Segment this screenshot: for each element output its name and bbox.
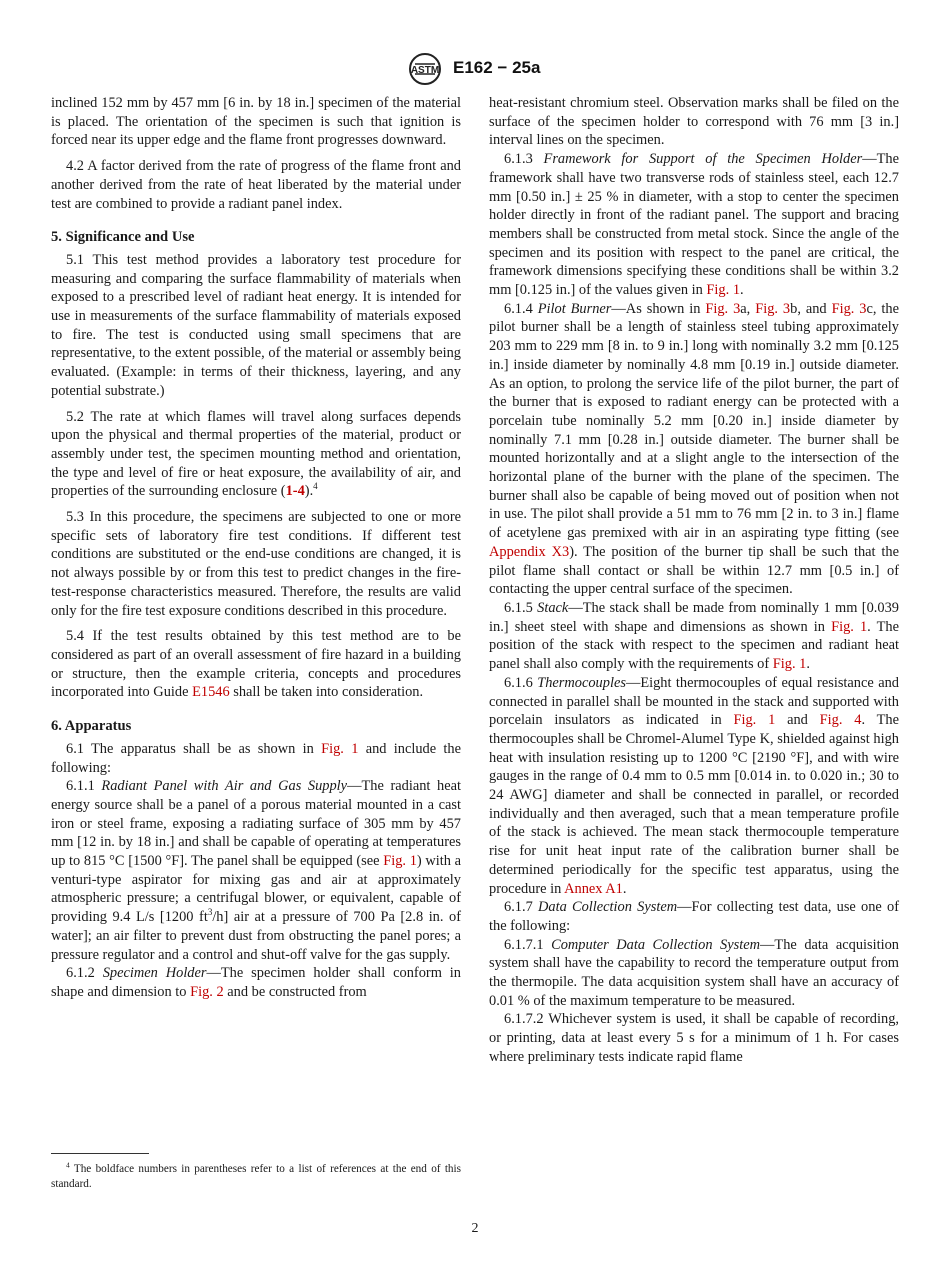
section-heading-5: 5. Significance and Use: [51, 229, 195, 246]
fig-1-link[interactable]: Fig. 1: [706, 282, 741, 299]
paragraph-6-1-3: 6.1.3 Framework for Support of the Specimen Holder—The framework shall have two transverse rods of stainless steel, each 12.7 mm [0.50 in.] ± 25 % in diameter, with a stop to center the specimen holder directly in front of the radiant panel. The support and bracing members shall be constructed from metal stock. Since the angle of the specimen and its position with respect to the panel are critical, the framework dimensions specifying these conditions shall be within 3.2 mm [0.125 in.] of the values given in Fig. 1.: [489, 151, 899, 299]
paragraph-6-1-1: 6.1.1 Radiant Panel with Air and Gas Supply—The radiant heat energy source shall be a panel of a porous material mounted in a cast iron or steel frame, exposing a radiating surface of 305 mm by 457 mm [12 in. by 18 in.] and shall be capable of operating at temperatures up to 815 °C [1500 °F]. The panel shall be equipped (see Fig. 1) with a venturi-type aspirator for mixing gas and air at approximately atmospheric pressure; a centrifugal blower, or equivalent, capable of providing 9.4 L/s [1200 $ft^3/h$] air at a pressure of 700 Pa [2.8 in. of water]; an air filter to prevent dust from obstructing the panel pores; a pressure regulator and a control and shut-off valve for the gas supply.: [51, 778, 462, 963]
astm-logo-icon: [407, 52, 447, 86]
appendix-x3-link[interactable]: Appendix X3: [489, 543, 570, 560]
paragraph-6-1-4: 6.1.4 Pilot Burner—As shown in Fig. 3a, Fig. 3b, and Fig. 3c, the pilot burner shall be a length of stainless steel tubing approximately 203 mm to 229 mm [8 in. to 9 in.] long with nominally 3.2 mm [0.125 in.] inside diameter by nominally 4.8 mm [0.19 in.] outside diameter. As an option, to prolong the service life of the pilot burner, the part of the burner that is exposed to radiant energy can be protected with a porcelain tube nominally 5.2 mm [0.20 in.] inside diameter by nominally 7.1 mm [0.28 in.] outside diameter. The burner shall be mounted horizontally and at a slight angle to the intersection of the horizontal plane of the burner with the plane of the specimen. The burner shall also be capable of being moved out of position when not in use. The pilot shall provide a 51 mm to 76 mm [2 in. to 3 in.] flame of acetylene gas premixed with air in an aspirating type fitting (see Appendix X3). The position of the burner tip shall be such that the pilot flame shall contact or shall be within 12.7 mm [0.5 in.] of contacting the upper central surface of the specimen.: [489, 300, 899, 598]
reference-link[interactable]: 1-4: [285, 483, 305, 500]
fig-1-link[interactable]: Fig. 1: [321, 740, 359, 757]
footnote-marker: 4: [313, 481, 318, 492]
fig-4-link[interactable]: Fig. 4: [819, 712, 862, 729]
svg-text:ASTM: ASTM: [410, 65, 440, 76]
fig-3-link[interactable]: Fig. 3: [755, 300, 791, 317]
paragraph-6-1-6: 6.1.6 Thermocouples—Eight thermocouples of equal resistance and connected in parallel shall be mounted in the stack and supported with porcelain insulators as indicated in Fig. 1 and Fig. 4. The thermocouples shall be Chromel-Alumel Type K, shielded against high heat with insulation resisting up to 1200 °C [2190 °F], and with wire gauges in the range of 0.4 mm to 0.5 mm [0.014 in. to 0.020 in.; 30 to 24 AWG] diameter and shall be connected in parallel, or recorded individually and then averaged, such that a mean temperature profile of the stack is achieved. The mean stack thermocouple temperature rise for unit heat input rate of the calibration burner shall be determined periodically for the specific test apparatus, using the procedure in Annex A1.: [489, 674, 899, 897]
footnote: $^4$ The boldface numbers in parentheses refer to a list of references at the end of this standard.: [51, 1160, 461, 1190]
paragraph-intro: inclined 152 mm by 457 mm [6 in. by 18 in.] specimen of the material is placed. The orientation of the specimen is such that ignition is forced near its upper edge and the flame front progresses downward.: [51, 95, 461, 149]
paragraph-4-2: 4.2 A factor derived from the rate of progress of the flame front and another derived from the rate of heat liberated by the material under test are combined to provide a radiant panel index.: [51, 158, 461, 212]
fig-1-link[interactable]: Fig. 1: [772, 656, 807, 673]
page-number: 2: [471, 1221, 479, 1236]
paragraph-6-1-7-2: 6.1.7.2 Whichever system is used, it shall be capable of recording, or printing, data at least every 5 s for a minimum of 1 h. For cases where preliminary tests indicate rapid flame: [489, 1011, 899, 1065]
page-header: [0, 52, 950, 86]
paragraph-6-1-5: 6.1.5 Stack—The stack shall be made from nominally 1 mm [0.039 in.] sheet steel with shape and dimensions as shown in Fig. 1. The position of the stack with respect to the specimen and radiant heat panel shall also comply with the requirements of Fig. 1.: [489, 599, 899, 673]
paragraph-6-1-7: 6.1.7 Data Collection System—For collecting test data, use one of the following:: [489, 899, 899, 934]
paragraph-6-1: 6.1 The apparatus shall be as shown in Fig. 1 and include the following:: [51, 740, 462, 776]
fig-1-link[interactable]: Fig. 1: [831, 618, 868, 635]
right-column: [489, 94, 899, 1067]
paragraph-5-2: 5.2 The rate at which flames will travel along surfaces depends upon the physical and thermal properties of the material, product or assembly under test, the specimen mounting method and orientation, the type and level of fire or heat exposure, the availability of air, and properties of the surrounding enclosure (1-4).$^4$: [51, 408, 461, 500]
paragraph-5-4: 5.4 If the test results obtained by this test method are to be considered as part of an overall assessment of fire hazard in a building or structure, then the example criteria, concepts and procedures incorporated into Guide E1546 shall be taken into consideration.: [51, 628, 461, 701]
guide-e1546-link[interactable]: E1546: [192, 684, 230, 701]
fig-1-link[interactable]: Fig. 1: [383, 853, 417, 870]
paragraph-5-3: 5.3 In this procedure, the specimens are subjected to one or more specific sets of laboratory fire test conditions. If different test conditions are substituted or the end-use conditions are changed, it is not always possible by or from this test to predict changes in the fire-test-response characteristics measured. Therefore, the results are valid only for the fire test exposure conditions described in this procedure.: [51, 509, 461, 619]
standard-designation: E162 − 25a: [453, 58, 541, 77]
paragraph-6-1-7-1: 6.1.7.1 Computer Data Collection System—The data acquisition system shall have the capability to record the temperature output from the thermopile. The data acquisition system shall have an accuracy of 0.01 % of the maximum temperature to be measured.: [489, 936, 900, 1009]
fig-1-link[interactable]: Fig. 1: [733, 712, 776, 729]
fig-2-link[interactable]: Fig. 2: [190, 983, 224, 1000]
section-heading-6: 6. Apparatus: [51, 718, 132, 735]
footnote-divider: [51, 1153, 149, 1154]
fig-3-link[interactable]: Fig. 3: [831, 300, 867, 317]
paragraph-6-1-2: 6.1.2 Specimen Holder—The specimen holder shall conform in shape and dimension to Fig. 2 and be constructed from: [51, 965, 461, 1000]
paragraph-continued: heat-resistant chromium steel. Observation marks shall be filed on the surface of the specimen holder to correspond with 76 mm [3 in.] interval lines on the specimen.: [489, 95, 899, 149]
annex-a1-link[interactable]: Annex A1: [564, 880, 623, 897]
fig-3-link[interactable]: Fig. 3: [705, 300, 741, 317]
paragraph-5-1: 5.1 This test method provides a laboratory test procedure for measuring and comparing the surface flammability of materials when exposed to a prescribed level of radiant heat energy. It is intended for use in measurements of the surface flammability of materials exposed to fire. The test is conducted using small specimens that are representative, to the extent possible, of the material or assembly being evaluated. (Example: in terms of their thickness, layering, and any potential substrate.): [51, 251, 461, 399]
left-column: [51, 94, 461, 1002]
